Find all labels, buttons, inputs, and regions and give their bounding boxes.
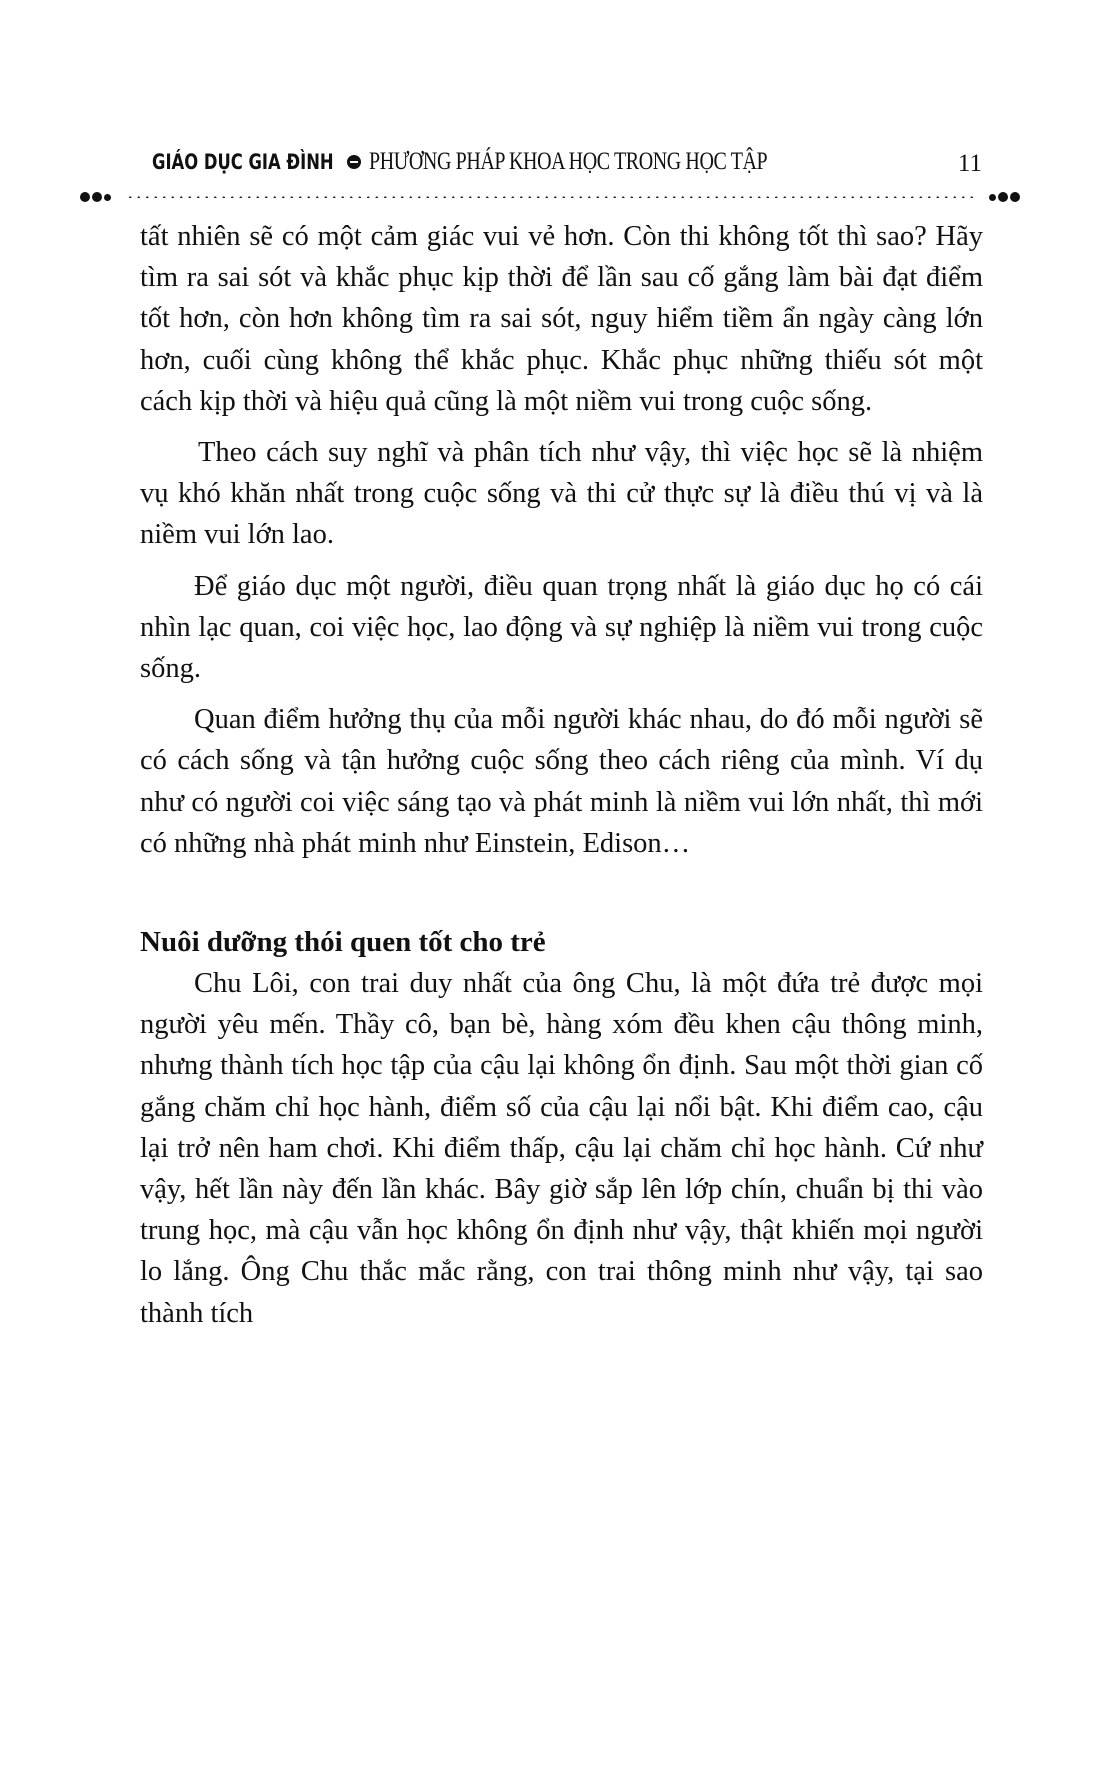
running-header-left (152, 148, 867, 176)
header-dotted-rule (80, 191, 1020, 203)
section-heading: Nuôi dưỡng thói quen tốt cho trẻ (140, 926, 546, 959)
paragraph: Để giáo dục một người, điều quan trọng nhất là giáo dục họ có cái nhìn lạc quan, coi việc học, lao động và sự nghiệp là niềm vui trong cuộc sống. (140, 570, 983, 685)
page-number: 11 (957, 150, 982, 177)
body-text (140, 216, 983, 1334)
rule-left-dots-icon (80, 191, 111, 203)
rule-right-dots-icon (989, 191, 1020, 203)
running-header (152, 148, 982, 184)
paragraph: Chu Lôi, con trai duy nhất của ông Chu, là một đứa trẻ được mọi người yêu mến. Thầy cô, bạn bè, hàng xóm đều khen cậu thông minh, nhưng thành tích học tập của cậu lại không ổn định. Sau một thời gian cố gắng chăm chỉ học hành, điểm số của cậu lại nổi bật. Khi điểm cao, cậu lại trở nên ham chơi. Khi điểm thấp, cậu lại chăm chỉ học hành. Cứ như vậy, hết lần này đến lần khác. Bây giờ sắp lên lớp chín, chuẩn bị thi vào trung học, mà cậu vẫn học không ổn định như vậy, thật khiến mọi người lo lắng. Ông Chu thắc mắc rằng, con trai thông minh như vậy, tại sao thành tích (140, 968, 983, 1329)
paragraph: Quan điểm hưởng thụ của mỗi người khác nhau, do đó mỗi người sẽ có cách sống và tận hưởng cuộc sống theo cách riêng của mình. Ví dụ như có người coi việc sáng tạo và phát minh là niềm vui lớn nhất, thì mới có những nhà phát minh như Einstein, Edison… (140, 704, 983, 859)
series-name: GIÁO DỤC GIA ĐÌNH (152, 150, 334, 174)
paragraph: Theo cách suy nghĩ và phân tích như vậy, thì việc học sẽ là nhiệm vụ khó khăn nhất trong cuộc sống và thi cử thực sự là điều thú vị và là niềm vui lớn lao. (140, 437, 983, 551)
minus-circle-icon (347, 155, 361, 169)
dotted-line (126, 196, 974, 198)
paragraph: tất nhiên sẽ có một cảm giác vui vẻ hơn. Còn thi không tốt thì sao? Hãy tìm ra sai sót và khắc phục kịp thời để lần sau cố gắng làm bài đạt điểm tốt hơn, còn hơn không tìm ra sai sót, nguy hiểm tiềm ẩn ngày càng lớn hơn, cuối cùng không thể khắc phục. Khắc phục những thiếu sót một cách kịp thời và hiệu quả cũng là một niềm vui trong cuộc sống. (140, 221, 983, 417)
book-title: PHƯƠNG PHÁP KHOA HỌC TRONG HỌC TẬP (368, 148, 768, 175)
